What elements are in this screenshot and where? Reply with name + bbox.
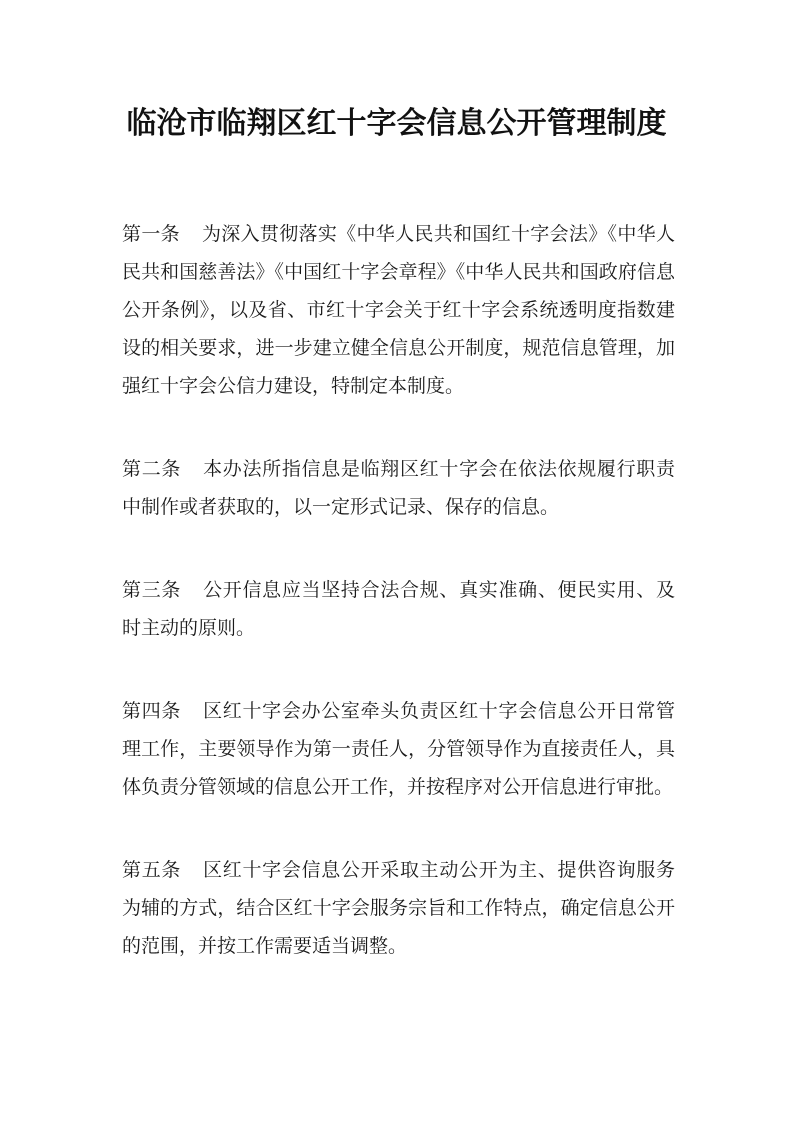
article-text: 区红十字会信息公开采取主动公开为主、提供咨询服务为辅的方式，结合区红十字会服务宗旨和工作特点，确定信息公开的范围，并按工作需要适当调整。: [122, 859, 675, 957]
article-number: 第一条: [122, 223, 180, 245]
article-3: [122, 571, 675, 647]
document-body: [122, 215, 675, 1010]
article-number: 第三条: [122, 579, 182, 601]
article-4: [122, 692, 675, 806]
article-1: [122, 215, 675, 405]
article-number: 第四条: [122, 700, 182, 722]
document-title: 临沧市临翔区红十字会信息公开管理制度: [126, 106, 667, 141]
article-text: 本办法所指信息是临翔区红十字会在依法依规履行职责中制作或者获取的，以一定形式记录、保存的信息。: [122, 458, 675, 518]
article-text: 公开信息应当坚持合法合规、真实准确、便民实用、及时主动的原则。: [122, 579, 675, 639]
article-text: 为深入贯彻落实《中华人民共和国红十字会法》《中华人民共和国慈善法》《中国红十字会章程》《中华人民共和国政府信息公开条例》，以及省、市红十字会关于红十字会系统透明度指数建设的相关要求，进一步建立健全信息公开制度，规范信息管理，加强红十字会公信力建设，特制定本制度。: [122, 223, 675, 397]
article-text: 区红十字会办公室牵头负责区红十字会信息公开日常管理工作，主要领导作为第一责任人，分管领导作为直接责任人，具体负责分管领域的信息公开工作，并按程序对公开信息进行审批。: [122, 700, 675, 798]
article-2: [122, 450, 675, 526]
article-5: [122, 851, 675, 965]
article-number: 第二条: [122, 458, 182, 480]
article-number: 第五条: [122, 859, 182, 881]
